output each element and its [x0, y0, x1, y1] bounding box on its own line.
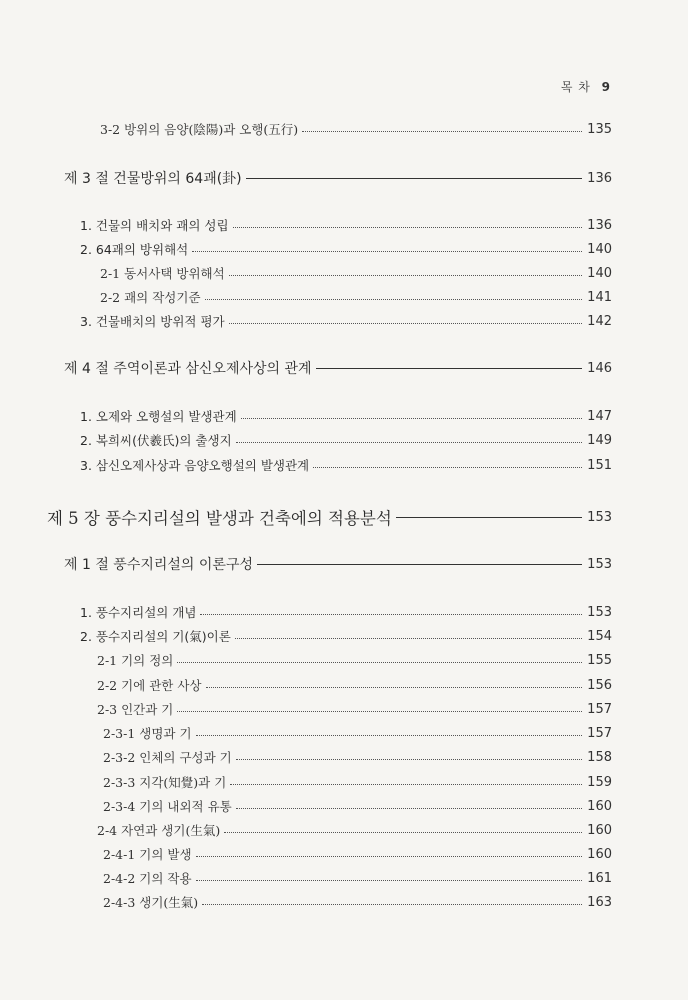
- toc-entry: [0, 721, 688, 745]
- toc-section: [0, 166, 688, 190]
- toc-entry: [0, 794, 688, 818]
- toc-entry: [0, 890, 688, 914]
- toc-entry-title: 1. 풍수지리설의 개념: [80, 605, 197, 620]
- toc-entry-title: 3. 건물배치의 방위적 평가: [80, 314, 225, 329]
- dot-leader: [236, 759, 582, 760]
- toc-entry: [0, 866, 688, 890]
- toc-chapter-page: 153: [587, 509, 612, 525]
- toc-entry-title: 2-1 기의 정의: [97, 653, 174, 668]
- toc-entry-page: 140: [587, 241, 612, 257]
- toc-entry-page: 153: [587, 604, 612, 620]
- dot-leader: [229, 323, 582, 324]
- toc-chapter: [0, 503, 688, 531]
- toc-entry-title: 2. 풍수지리설의 기(氣)이론: [80, 629, 231, 644]
- dot-leader: [196, 856, 582, 857]
- running-header: [561, 78, 611, 95]
- toc-entry-title: 2-3-4 기의 내외적 유통: [103, 799, 232, 814]
- toc-entry: [0, 842, 688, 866]
- toc-entry-page: 155: [587, 652, 612, 668]
- toc-entry-title: 2-3-2 인체의 구성과 기: [103, 750, 232, 765]
- toc-entry-title: 2-3 인간과 기: [97, 702, 174, 717]
- toc-section: [0, 356, 688, 380]
- toc-entry-title: 2-4-1 기의 발생: [103, 847, 192, 862]
- dot-leader: [302, 131, 582, 132]
- toc-entry-page: 141: [587, 289, 612, 305]
- toc-entry-title: 1. 건물의 배치와 괘의 성립: [80, 218, 229, 233]
- dot-leader: [236, 442, 582, 443]
- dot-leader: [192, 251, 582, 252]
- toc-entry: [0, 404, 688, 428]
- dot-leader: [241, 418, 582, 419]
- toc-entry-page: 140: [587, 265, 612, 281]
- toc-entry-page: 136: [587, 217, 612, 233]
- toc-entry-page: 135: [587, 121, 612, 137]
- dot-leader: [224, 832, 582, 833]
- toc-entry-page: 157: [587, 725, 612, 741]
- toc-entry-page: 147: [587, 408, 612, 424]
- toc-entry-title: 3-2 방위의 음양(陰陽)과 오행(五行): [100, 122, 299, 137]
- toc-entry: [0, 770, 688, 794]
- toc-entry: [0, 673, 688, 697]
- toc-entry-title: 3. 삼신오제사상과 음양오행설의 발생관계: [80, 458, 310, 473]
- toc-entry: [0, 213, 688, 237]
- dot-leader: [196, 880, 582, 881]
- toc-entry: [0, 261, 688, 285]
- running-header-page-number: 9: [601, 80, 611, 94]
- dot-leader: [313, 467, 582, 468]
- dot-leader: [177, 662, 582, 663]
- toc-entry: [0, 697, 688, 721]
- toc-section-page: 153: [587, 556, 612, 572]
- solid-leader: [246, 178, 582, 179]
- toc-entry: [0, 624, 688, 648]
- toc-entry-title: 2-2 괘의 작성기준: [100, 290, 201, 305]
- toc-entry-title: 2. 복희씨(伏羲氏)의 출생지: [80, 433, 232, 448]
- toc-entry-title: 2-1 동서사택 방위해석: [100, 266, 225, 281]
- toc-entry-title: 2-4-3 생기(生氣): [103, 895, 199, 910]
- toc-entry-page: 160: [587, 798, 612, 814]
- toc-entry-title: 2-2 기에 관한 사상: [97, 678, 202, 693]
- toc-entry-page: 149: [587, 432, 612, 448]
- dot-leader: [205, 299, 582, 300]
- dot-leader: [235, 638, 582, 639]
- dot-leader: [229, 275, 582, 276]
- toc-section-title: 제 4 절 주역이론과 삼신오제사상의 관계: [64, 361, 312, 377]
- toc-entry: [0, 428, 688, 452]
- dot-leader: [200, 614, 582, 615]
- toc-entry: [0, 600, 688, 624]
- solid-leader: [316, 368, 582, 369]
- solid-leader: [396, 517, 582, 518]
- dot-leader: [196, 735, 582, 736]
- dot-leader: [206, 687, 583, 688]
- toc-entry-page: 161: [587, 870, 612, 886]
- toc-entry: [0, 818, 688, 842]
- toc-entry-page: 156: [587, 677, 612, 693]
- toc-entry-title: 1. 오제와 오행설의 발생관계: [80, 409, 237, 424]
- toc-entry: [0, 117, 688, 141]
- toc-section: [0, 552, 688, 576]
- toc-entry-page: 160: [587, 846, 612, 862]
- dot-leader: [236, 808, 582, 809]
- toc-chapter-title: 제 5 장 풍수지리설의 발생과 건축에의 적용분석: [47, 509, 392, 528]
- toc-entry-title: 2-4 자연과 생기(生氣): [97, 823, 221, 838]
- running-header-title: 목 차: [560, 80, 591, 94]
- toc-section-page: 136: [587, 170, 612, 186]
- dot-leader: [230, 784, 582, 785]
- dot-leader: [233, 227, 582, 228]
- toc-entry: [0, 648, 688, 672]
- dot-leader: [177, 711, 582, 712]
- dot-leader: [202, 904, 582, 905]
- toc-section-title: 제 3 절 건물방위의 64괘(卦): [64, 171, 242, 187]
- toc-entry: [0, 745, 688, 769]
- toc-entry: [0, 309, 688, 333]
- solid-leader: [257, 564, 582, 565]
- toc-entry-title: 2. 64괘의 방위해석: [80, 242, 189, 257]
- toc-entry: [0, 453, 688, 477]
- toc-entry-title: 2-3-1 생명과 기: [103, 726, 192, 741]
- toc-entry-page: 154: [587, 628, 612, 644]
- toc-entry-page: 163: [587, 894, 612, 910]
- toc-entry: [0, 237, 688, 261]
- toc-entry-page: 159: [587, 774, 612, 790]
- toc-entry-page: 158: [587, 749, 612, 765]
- toc-entry-page: 157: [587, 701, 612, 717]
- toc-entry-page: 151: [587, 457, 612, 473]
- toc-section-page: 146: [587, 360, 612, 376]
- toc-section-title: 제 1 절 풍수지리설의 이론구성: [64, 557, 253, 573]
- toc-entry: [0, 285, 688, 309]
- toc-entry-title: 2-4-2 기의 작용: [103, 871, 192, 886]
- toc-entry-page: 160: [587, 822, 612, 838]
- toc-entry-title: 2-3-3 지각(知覺)과 기: [103, 775, 227, 790]
- toc-entry-page: 142: [587, 313, 612, 329]
